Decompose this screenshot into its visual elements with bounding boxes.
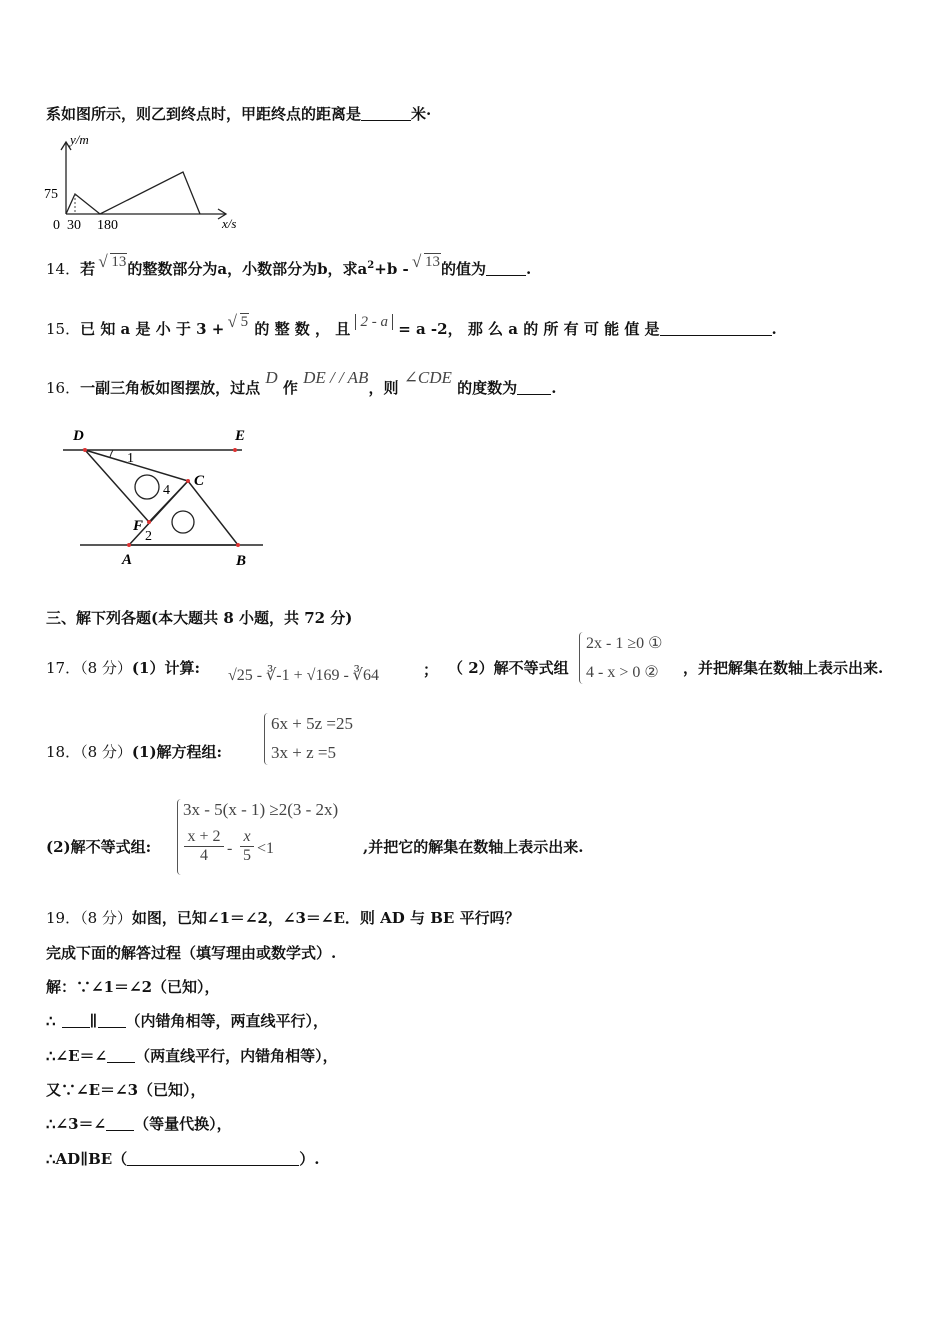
dot-e (233, 448, 237, 452)
q19-line4-pre: ∴ (46, 1012, 56, 1030)
q16 (46, 368, 557, 398)
triangle-dcf (85, 450, 188, 522)
q16-number: 16． (46, 379, 81, 397)
q16-angle-expr: ∠CDE (403, 368, 452, 387)
x-origin: 0 (53, 218, 60, 233)
q19-line1 (46, 907, 520, 928)
q19-line5-reason: （两直线平行，内错角相等）， (135, 1047, 338, 1065)
q16-mid2: ，则 (368, 379, 399, 397)
q17 (46, 657, 200, 678)
q14-number: 14． (46, 260, 81, 278)
q19-blank-2[interactable] (98, 1013, 126, 1028)
q18-post: ,并把它的解集在数轴上表示出来. (363, 838, 584, 856)
q17-part1: (1）计算: (131, 659, 200, 677)
q17-separator: ； (423, 661, 439, 679)
q14-pre: 若 (80, 260, 96, 278)
q17-part2: （ 2）解不等式组 (448, 659, 569, 677)
q14 (46, 254, 532, 279)
q14-sup: 2 (367, 260, 375, 271)
q15-mid: 的 整 数 ， 且 (254, 320, 351, 338)
q14-post: 的值为 (441, 260, 487, 278)
q18-part2: (2)解不等式组: (46, 838, 152, 856)
q15-number: 15． (46, 320, 81, 338)
q19-question: 如图，已知∠1＝∠2，∠3＝∠E．则 AD 与 BE 平行吗？ (131, 909, 520, 927)
q17-ineq1: 2x - 1 ≥0 ① (586, 635, 663, 652)
q19-line5-pre: ∴∠E＝∠ (46, 1047, 108, 1065)
q14-mid: 的整数部分为a，小数部分为b，求a (127, 260, 368, 278)
q17-number: 17． (46, 659, 81, 677)
q13-distance-time-graph (40, 130, 260, 235)
q14-mid2: +b - (374, 260, 409, 278)
q19-blank-1[interactable] (62, 1013, 90, 1028)
q19-line3: 解：∵∠1＝∠2（已知）， (46, 978, 220, 996)
q16-triangle-figure (55, 420, 275, 575)
section-3-heading: 三、解下列各题(本大题共 8 小题，共 72 分) (46, 609, 353, 627)
graph-polyline (66, 172, 200, 214)
label-d: D (73, 428, 84, 444)
q15-sqrt (230, 314, 250, 331)
q15-post: = a -2， 那 么 a 的 所 有 可 能 值 是 (398, 320, 660, 338)
q19-blank-3[interactable] (107, 1048, 135, 1063)
q18-eq2: 3x + z =5 (271, 743, 336, 762)
label-b: B (236, 553, 247, 569)
q19-number: 19． (46, 909, 81, 927)
q18-frac1-den: 4 (200, 847, 208, 864)
q15-abs-expr: 2 - a (355, 314, 393, 330)
q13-answer-blank[interactable] (361, 106, 411, 121)
q17-ineq2: 4 - x > 0 ② (586, 664, 659, 681)
q16-parallel-expr: DE / / AB (303, 368, 369, 387)
q17-post: ，并把解集在数轴上表示出来. (683, 659, 884, 677)
label-c: C (194, 473, 205, 489)
q18-ineq1: 3x - 5(x - 1) ≥2(3 - 2x) (183, 800, 339, 819)
q15-radicand: 5 (240, 314, 249, 330)
q18-less-than: <1 (257, 840, 275, 857)
triangle-hole-1 (135, 475, 159, 499)
q14-sqrt2 (414, 254, 441, 271)
q19-line7-pre: ∴∠3＝∠ (46, 1115, 107, 1133)
q18-frac1-num: x + 2 (184, 828, 224, 847)
q17-score: （8 分） (80, 659, 132, 677)
y-axis-label: y/m (70, 132, 89, 147)
label-f: F (133, 518, 144, 534)
q19-line4-reason: （内错角相等，两直线平行）， (125, 1012, 329, 1030)
q13-unit: 米· (411, 105, 432, 123)
q16-post: 的度数为 (457, 379, 518, 397)
q16-point-d: D (265, 368, 278, 387)
q18-frac2 (240, 828, 254, 865)
q19-parallel-symbol: ∥ (89, 1012, 98, 1030)
q19-line8-post: ）. (299, 1150, 320, 1168)
q14-radicand1: 13 (111, 254, 127, 270)
q14-end: . (526, 260, 532, 278)
y-tick-75: 75 (44, 187, 58, 202)
x-tick-30: 30 (67, 218, 81, 233)
q15-pre: 已 知 a 是 小 于 3 + (80, 320, 225, 338)
q18 (46, 741, 222, 762)
q19-line8 (46, 1148, 319, 1169)
q13-text: 系如图所示，则乙到终点时，甲距终点的距离是 (46, 105, 362, 123)
q19-line4 (46, 1010, 328, 1031)
q19-blank-5[interactable] (127, 1151, 299, 1166)
x-tick-180: 180 (97, 218, 118, 233)
angle-1-arc (110, 450, 113, 457)
q19-line5 (46, 1045, 338, 1066)
q17-expression: √25 - ∛-1 + √169 - ∛64 (228, 667, 379, 684)
q18-system-brace (264, 713, 269, 765)
q13-line (46, 103, 431, 124)
q14-answer-blank[interactable] (486, 261, 526, 276)
q14-sqrt1 (100, 254, 127, 271)
label-e: E (235, 428, 246, 444)
q19-line2: 完成下面的解答过程（填写理由或数学式）. (46, 944, 337, 962)
q18-frac1 (184, 828, 224, 865)
x-axis-label: x/s (222, 216, 237, 231)
q15 (46, 314, 777, 339)
q18-frac2-num: x (240, 828, 254, 847)
dot-b (236, 543, 240, 547)
label-a: A (122, 552, 133, 568)
q18-minus: - (227, 840, 233, 857)
q17-brace (579, 632, 584, 684)
q19-blank-4[interactable] (106, 1116, 134, 1131)
q19-line7 (46, 1113, 232, 1134)
dot-f (147, 520, 151, 524)
q18-eq1: 6x + 5z =25 (271, 714, 353, 733)
dot-c (186, 479, 190, 483)
q18-part1: (1)解方程组: (131, 743, 223, 761)
q16-answer-blank[interactable] (517, 380, 551, 395)
q16-end: . (551, 379, 557, 397)
q18-ineq-brace (177, 799, 182, 875)
q19-line7-reason: （等量代换）， (134, 1115, 232, 1133)
q15-end: . (771, 320, 777, 338)
q14-radicand2: 13 (425, 254, 440, 270)
label-angle-1: 1 (127, 451, 134, 466)
dot-d (83, 448, 87, 452)
label-angle-4: 4 (163, 483, 170, 498)
q18-number: 18． (46, 743, 81, 761)
triangle-hole-2 (172, 511, 194, 533)
q16-mid: 作 (282, 379, 298, 397)
label-angle-2: 2 (145, 529, 152, 544)
q15-answer-blank[interactable] (660, 321, 772, 336)
q16-pre: 一副三角板如图摆放，过点 (80, 379, 261, 397)
q18-frac2-den: 5 (243, 847, 251, 864)
q19-score: （8 分） (80, 909, 132, 927)
q18-score: （8 分） (80, 743, 132, 761)
q19-line8-pre: ∴AD∥BE（ (46, 1150, 128, 1168)
dot-a (127, 543, 131, 547)
q19-line6: 又∵∠E＝∠3（已知）， (46, 1081, 206, 1099)
